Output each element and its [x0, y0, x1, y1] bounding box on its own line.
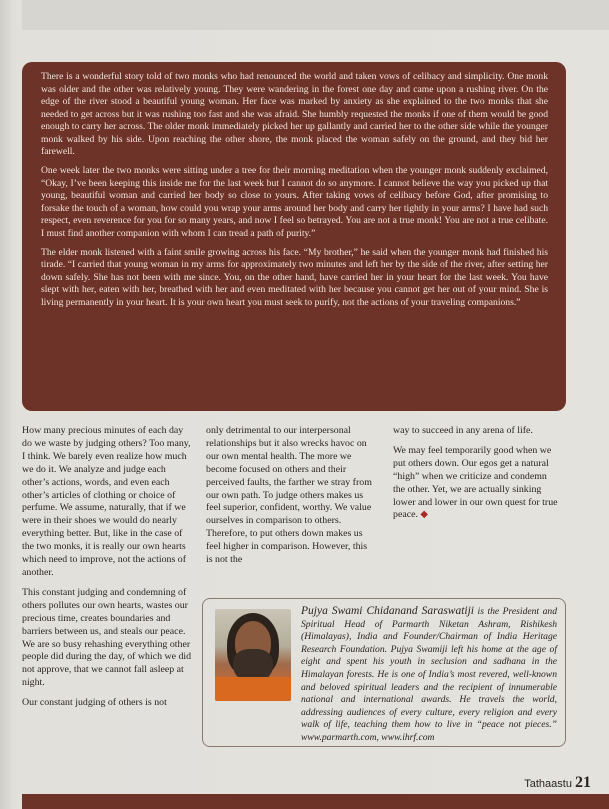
article-paragraph: This constant judging and condemning of others pollutes our own hearts, wastes our precious time, creates boundaries and barriers between us, and steals our peace. We are so busy rehashing everything other people did during the day, of which we did not approve, that we cannot fall asleep at night. — [22, 586, 192, 689]
article-paragraph-final — [393, 445, 561, 522]
end-mark-icon: ◆ — [420, 509, 429, 521]
author-name: Pujya Swami Chidanand Saraswatiji — [301, 605, 474, 617]
top-margin-band — [22, 0, 609, 30]
article-paragraph: How many precious minutes of each day do we waste by judging others? Too many, I think. We barely even realize how much we do it. We analyze and judge each other’s actions, words, and even each other’s articles of clothing or choice of perfume. We assume, naturally, that if we were in their shoes we would do nearly everything better. But, like in the case of the two monks, it is really our own hearts which need to improve, not the actions of another. — [22, 425, 191, 578]
bottom-band — [22, 794, 609, 809]
page-number: 21 — [575, 774, 591, 791]
article-column-1 — [22, 425, 192, 717]
author-bio-box — [202, 598, 566, 747]
page-folio — [524, 774, 591, 792]
story-box — [22, 62, 566, 411]
article-paragraph: only detrimental to our interpersonal relationships but it also wrecks havoc on our own mental health. The more we become focused on others and their perceived faults, the farther we stray from our own path. To judge others makes us feel superior, confident, worthy. We value ourselves in comparison to others. Therefore, to put others down makes us feel higher in comparison. However, this is not the — [206, 425, 372, 566]
bio-description: is the President and Spiritual Head of Parmarth Niketan Ashram, Rishikesh (Himalayas), India and Founder/Chairman of India Heritage Research Foundation. Pujya Swamiji left his home at the age of eight and spent his youth in seclusion and sadhana in the Himalayan forests. He is one of India’s most revered, well-known and beloved spiritual leaders and the recipient of innumerable national and international awards. He travels the world, addressing audiences of every culture, every religion and every walk of life, teaching them how to live in “peace not pieces.” www.parmarth.com, www.ihrf.com — [301, 606, 558, 743]
publication-name: Tathaastu — [524, 778, 572, 790]
article-final-text: We may feel temporarily good when we put others down. Our egos get a natural “high” when we criticize and condemn the other. Yet, we are actually sinking lower and lower in our own quest for true peace. — [393, 444, 558, 521]
portrait-photo — [215, 609, 291, 701]
article-column-2 — [206, 425, 376, 574]
story-paragraph-3: The elder monk listened with a faint smile growing across his face. “My brother,” he said when the younger monk had finished his tirade. “I carried that young woman in my arms for approximately two minutes and left her by the side of the river, after setting her down safely. She has not been with me since. You, on the other hand, have carried her in your heart for the last week. You have slept with her, eaten with her, breathed with her and even meditated with her because you cannot get her out of your mind. She is living permanently in your heart. It is your own heart you must seek to purify, not the actions of your traveling companions.” — [41, 246, 548, 308]
story-paragraph-2: One week later the two monks were sitting under a tree for their morning meditation when the younger monk suddenly exclaimed, “Okay, I’ve been keeping this inside me for the last week but I cannot do so anymore. I cannot believe the way you picked up that young, beautiful woman and carried her body so close to yours. After taking vows of celibacy before God, after promising to forsake the touch of a woman, how could you wrap your arms around her body and carry her tightly in your arms? I have had such respect, even reverence for you for so many years, and now I feel so betrayed. You are not a true monk! You are not a true celibate. I must find another companion with whom I can tread a path of purity.” — [41, 165, 548, 239]
article-paragraph: way to succeed in any arena of life. — [393, 425, 533, 436]
article-paragraph: Our constant judging of others is not — [22, 697, 167, 709]
article-column-3 — [393, 425, 561, 529]
story-paragraph-1: There is a wonderful story told of two monks who had renounced the world and taken vows of celibacy and simplicity. One monk was older and the other was relatively young. They were wandering in the forest one day and came upon a rushing river. On the edge of the river stood a beautiful young woman. Her face was marked by anxiety as she explained to the two monks that she needed to get across but it was rushing too fast and she was afraid. She humbly requested the monks if one of them would be good enough to carry her across. The older monk immediately picked her up gallantly and carried her to the other side while the younger monk walked by his side. Upon reaching the other shore, the monk placed the woman safely on the ground, and they bid her farewell. — [41, 71, 548, 157]
